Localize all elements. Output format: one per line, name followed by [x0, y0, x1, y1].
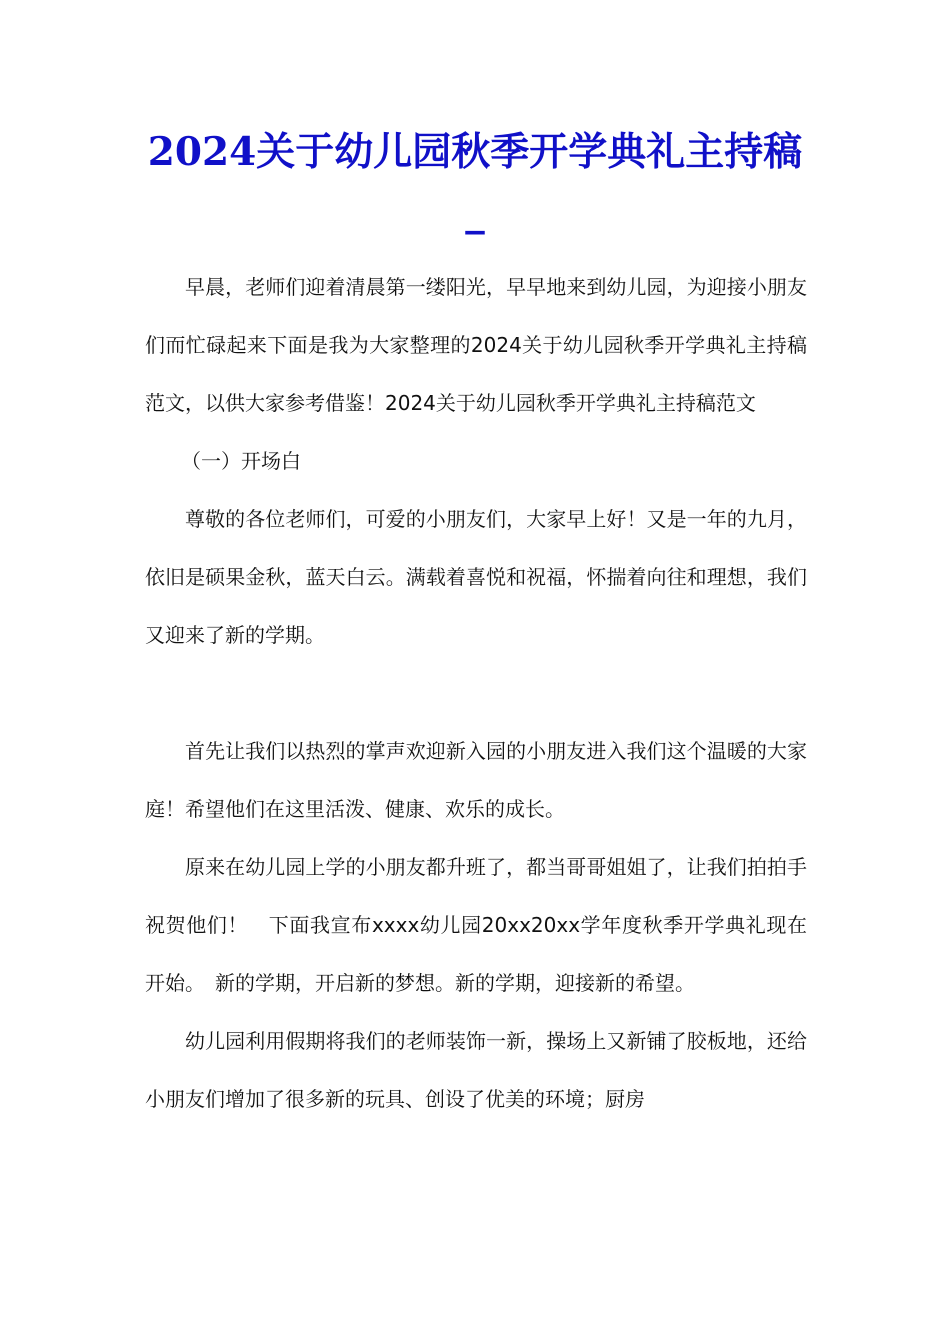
document-title: 2024关于幼儿园秋季开学典礼主持稿_	[147, 129, 803, 235]
paragraph-announcement: 原来在幼儿园上学的小朋友都升班了，都当哥哥姐姐了，让我们拍拍手祝贺他们！ 下面我宣布xxxx幼儿园20xx20xx学年度秋季开学典礼现在开始。 新的学期，开启新的梦想。新的学期，迎接新的希望。	[145, 855, 807, 995]
document-body	[145, 258, 807, 1128]
paragraph-campus: 幼儿园利用假期将我们的老师装饰一新，操场上又新铺了胶板地，还给小朋友们增加了很多新的玩具、创设了优美的环境；厨房	[145, 1029, 807, 1111]
paragraph-greeting: 尊敬的各位老师们，可爱的小朋友们，大家早上好！又是一年的九月，依旧是硕果金秋，蓝天白云。满载着喜悦和祝福，怀揣着向往和理想，我们又迎来了新的学期。	[145, 507, 807, 647]
paragraph-spacer	[145, 664, 807, 722]
section-heading-opening: （一）开场白	[181, 449, 301, 473]
paragraph-intro: 早晨，老师们迎着清晨第一缕阳光，早早地来到幼儿园，为迎接小朋友们而忙碌起来下面是我为大家整理的2024关于幼儿园秋季开学典礼主持稿范文，以供大家参考借鉴！2024关于幼儿园秋季开学典礼主持稿范文	[145, 275, 807, 415]
paragraph-welcome: 首先让我们以热烈的掌声欢迎新入园的小朋友进入我们这个温暖的大家庭！希望他们在这里活泼、健康、欢乐的成长。	[145, 739, 807, 821]
